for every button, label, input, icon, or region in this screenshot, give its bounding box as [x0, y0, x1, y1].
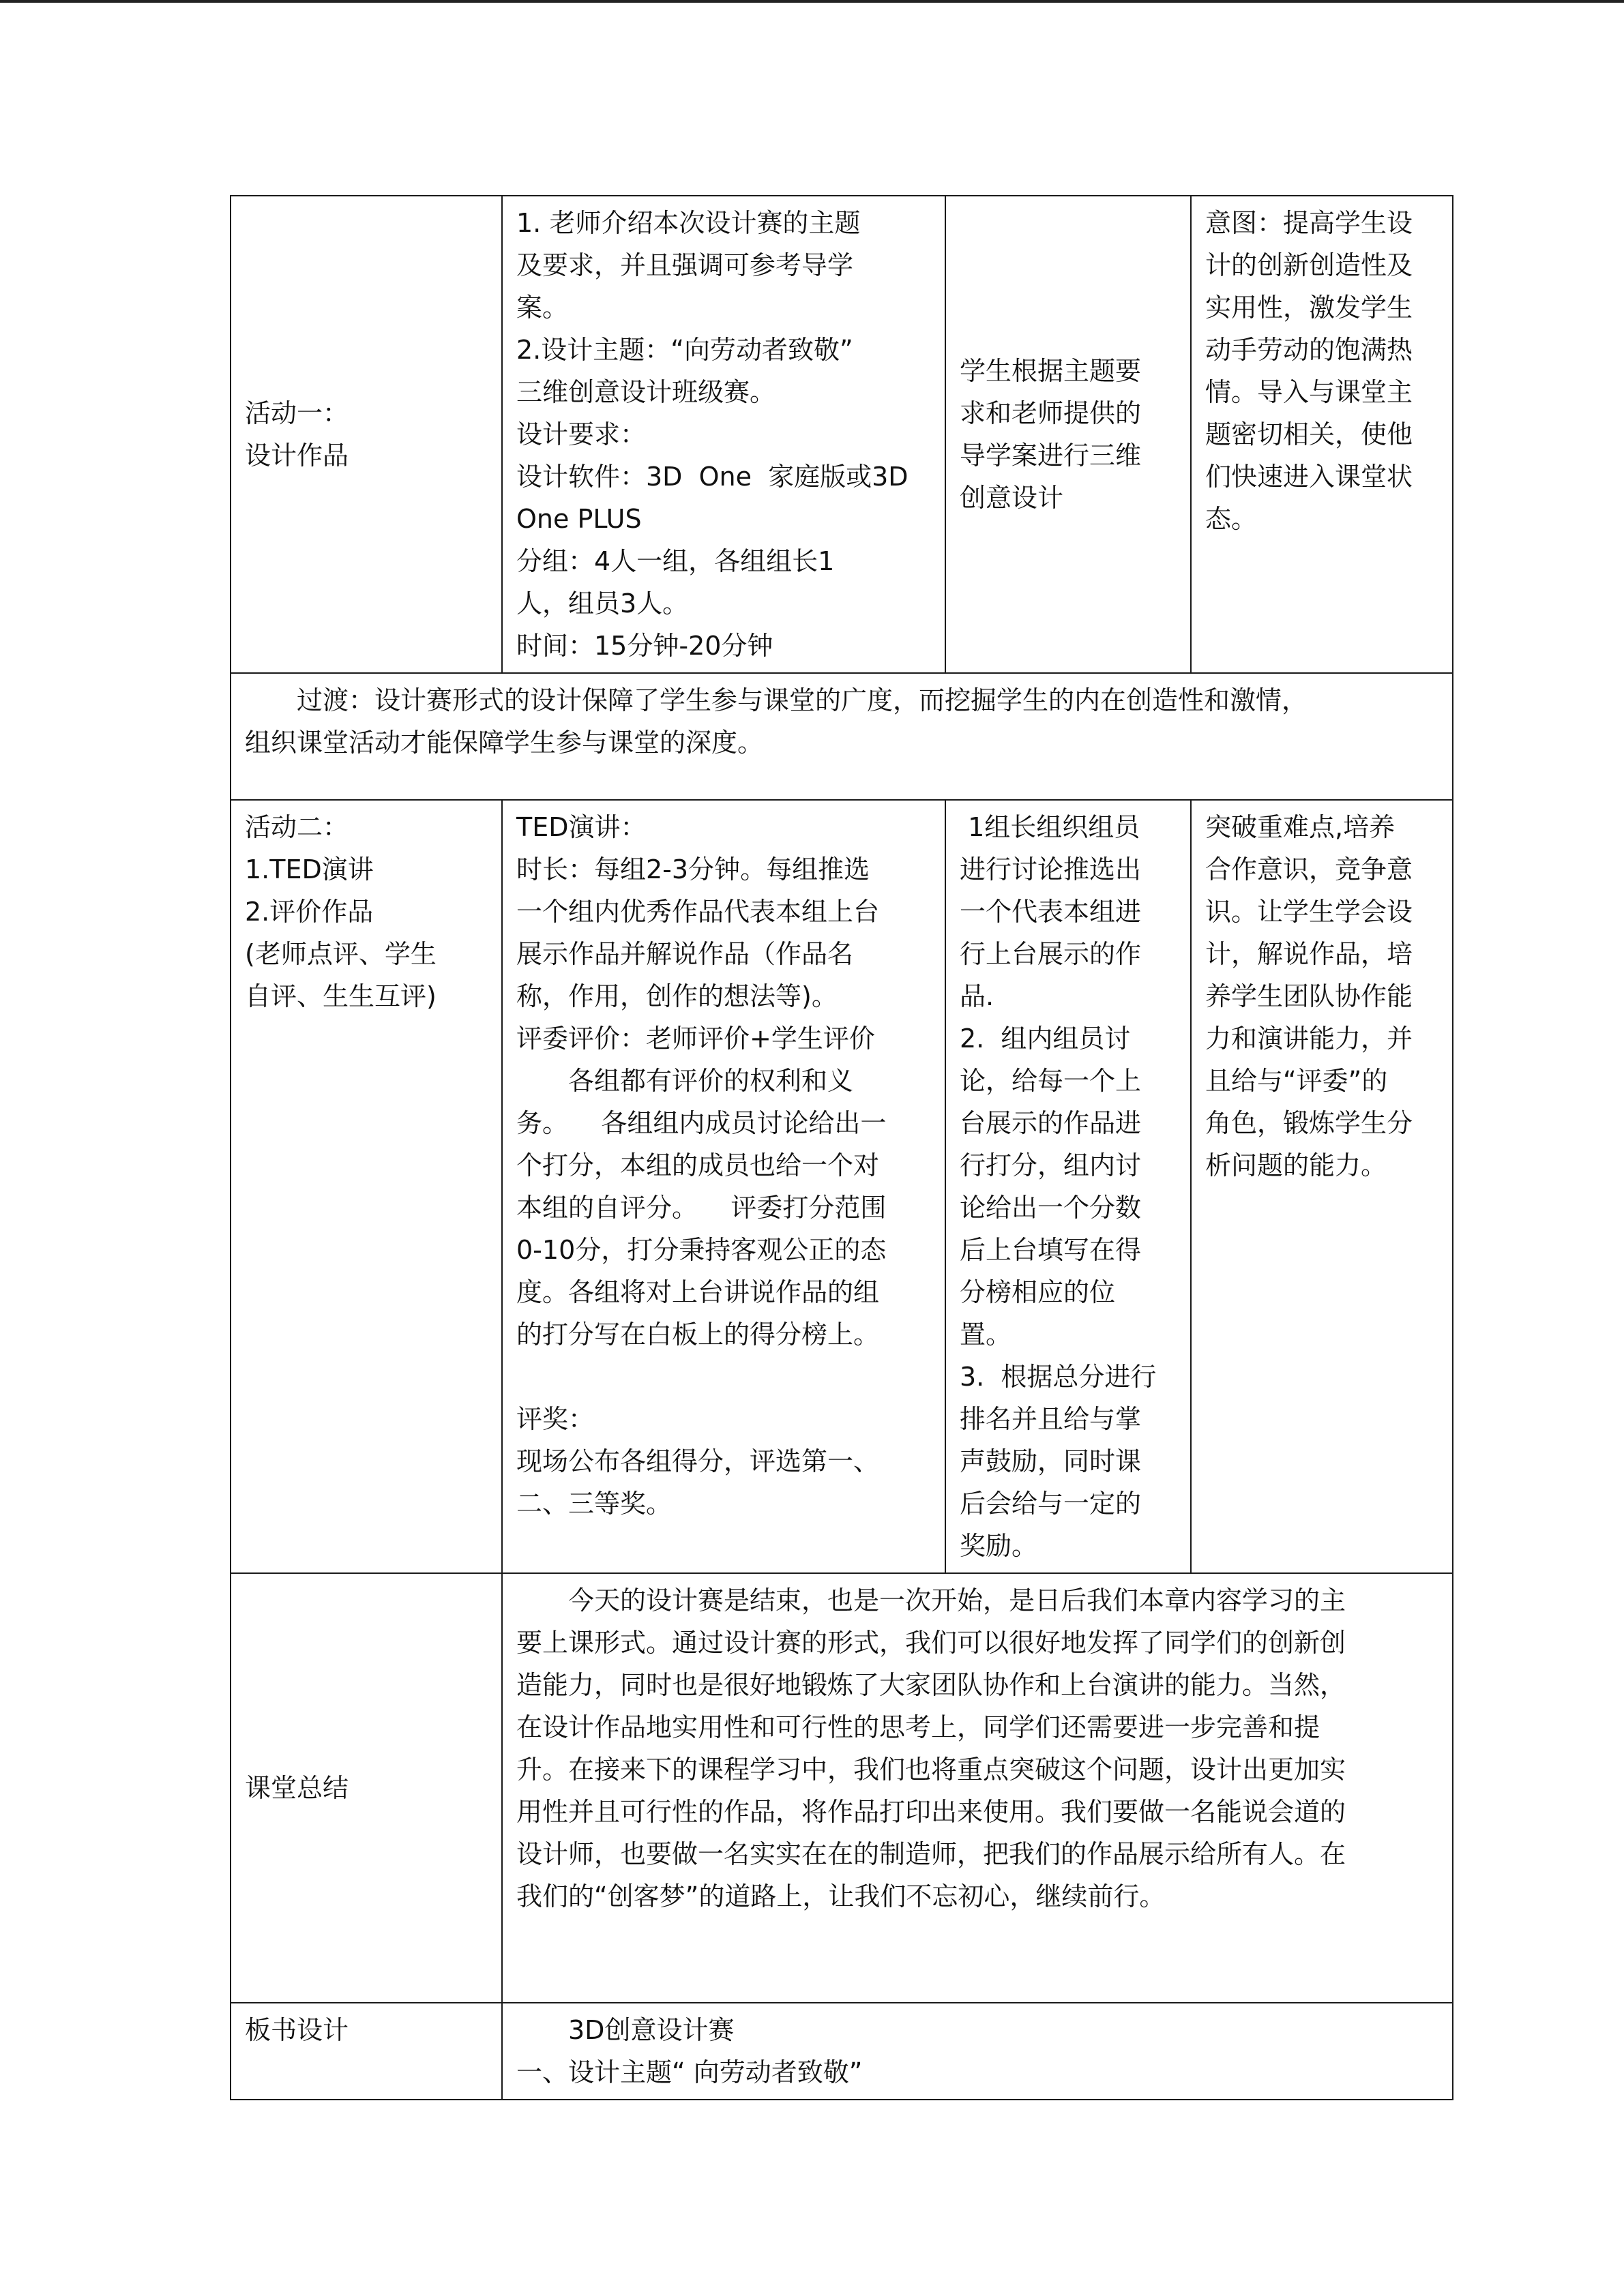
board-row [231, 2003, 1453, 2100]
activity2-intent-line: 计，解说作品，培 [1205, 939, 1413, 969]
activity2-student-cell [945, 800, 1191, 1573]
activity2-teacher-line: 评委评价：老师评价+学生评价 [516, 1024, 875, 1054]
activity2-teacher-cell [502, 800, 945, 1573]
activity1-student-line: 导学案进行三维 [960, 441, 1142, 471]
activity1-teacher-line: 三维创意设计班级赛。 [516, 377, 776, 407]
activity1-student-line: 创意设计 [960, 483, 1064, 513]
summary-line: 要上课形式。通过设计赛的形式，我们可以很好地发挥了同学们的创新创 [516, 1628, 1346, 1658]
activity2-teacher-line: 务。 各组组内成员讨论给出一 [516, 1108, 887, 1138]
summary-line: 用性并且可行性的作品，将作品打印出来使用。我们要做一名能说会道的 [516, 1797, 1346, 1827]
activity2-student-line: 论给出一个分数 [960, 1193, 1142, 1223]
activity1-teacher-line: 分组：4人一组，各组组长1 [516, 546, 835, 576]
activity2-name-cell [231, 800, 502, 1573]
activity1-teacher-line: 时间：15分钟-20分钟 [516, 631, 773, 661]
activity1-intent-line: 情。导入与课堂主 [1205, 377, 1413, 407]
activity2-intent-line: 析问题的能力。 [1205, 1150, 1387, 1180]
activity2-intent-line: 突破重难点,培养 [1205, 812, 1396, 842]
activity1-teacher-line: One PLUS [516, 504, 642, 534]
activity1-teacher-line: 2.设计主题：“向劳动者致敬” [516, 335, 853, 365]
activity2-student-line: 排名并且给与掌 [960, 1404, 1142, 1434]
summary-line: 在设计作品地实用性和可行性的思考上，同学们还需要进一步完善和提 [516, 1712, 1320, 1742]
activity2-student-line: 一个代表本组进 [960, 897, 1142, 927]
activity2-intent-line: 识。让学生学会设 [1205, 897, 1413, 927]
activity2-student-line: 后会给与一定的 [960, 1489, 1142, 1519]
activity2-name-line: (老师点评、学生 [245, 939, 437, 969]
activity2-teacher-line: 一个组内优秀作品代表本组上台 [516, 897, 880, 927]
board-content-cell [502, 2003, 1453, 2100]
transition-cell [231, 673, 1453, 800]
activity2-teacher-line: 本组的自评分。 评委打分范围 [516, 1193, 887, 1223]
activity2-intent-cell [1191, 800, 1453, 1573]
activity1-name-line: 活动一： [245, 398, 349, 428]
page-top-border [0, 0, 1624, 3]
transition-row [231, 673, 1453, 800]
activity1-student-line: 求和老师提供的 [960, 398, 1142, 428]
activity1-teacher-line: 及要求，并且强调可参考导学 [516, 250, 854, 280]
activity2-intent-line: 且给与“评委”的 [1205, 1066, 1388, 1096]
activity2-teacher-line: 0-10分，打分秉持客观公正的态 [516, 1235, 887, 1265]
summary-line: 设计师，也要做一名实实在在的制造师，把我们的作品展示给所有人。在 [516, 1839, 1346, 1869]
activity2-name-line: 自评、生生互评) [245, 981, 437, 1011]
activity1-teacher-line: 1. 老师介绍本次设计赛的主题 [516, 208, 861, 238]
activity1-intent-line: 意图：提高学生设 [1205, 208, 1413, 238]
summary-line: 今天的设计赛是结束，也是一次开始，是日后我们本章内容学习的主 [568, 1585, 1346, 1615]
activity2-student-line: 行上台展示的作 [960, 939, 1142, 969]
activity1-name-line: 设计作品 [245, 441, 349, 471]
activity2-student-line: 进行讨论推选出 [960, 854, 1142, 884]
activity2-teacher-line: 二、三等奖。 [516, 1489, 673, 1519]
activity1-intent-line: 实用性，激发学生 [1205, 293, 1413, 323]
activity2-student-line: 3. 根据总分进行 [960, 1362, 1157, 1392]
summary-label: 课堂总结 [245, 1773, 349, 1803]
board-label: 板书设计 [245, 2015, 349, 2045]
summary-line: 升。在接来下的课程学习中，我们也将重点突破这个问题，设计出更加实 [516, 1755, 1346, 1785]
activity2-student-line: 论，给每一个上 [960, 1066, 1142, 1096]
activity1-row [231, 196, 1453, 673]
activity1-student-line: 学生根据主题要 [960, 356, 1142, 386]
activity2-intent-line: 力和演讲能力，并 [1205, 1024, 1413, 1054]
activity2-teacher-line: 展示作品并解说作品（作品名 [516, 939, 854, 969]
lesson-plan-table [230, 195, 1453, 2100]
activity1-teacher-line: 设计软件：3D One 家庭版或3D [516, 462, 909, 492]
activity2-teacher-line [516, 1356, 934, 1398]
activity2-student-line: 分榜相应的位 [960, 1277, 1116, 1307]
activity2-row [231, 800, 1453, 1573]
activity2-name-line: 活动二： [245, 812, 349, 842]
activity2-intent-line: 合作意识，竞争意 [1205, 854, 1413, 884]
activity1-teacher-line: 设计要求： [516, 419, 647, 449]
activity1-teacher-line: 人，组员3人。 [516, 588, 689, 618]
activity2-teacher-line: 各组都有评价的权利和义 [568, 1066, 854, 1096]
activity2-student-line: 1组长组织组员 [960, 812, 1140, 842]
activity2-student-line: 台展示的作品进 [960, 1108, 1142, 1138]
activity2-student-line: 2. 组内组员讨 [960, 1024, 1131, 1054]
activity2-intent-line: 养学生团队协作能 [1205, 981, 1413, 1011]
board-line: 3D创意设计赛 [568, 2015, 735, 2045]
activity2-student-line: 品. [960, 981, 994, 1011]
summary-line: 造能力，同时也是很好地锻炼了大家团队协作和上台演讲的能力。当然， [516, 1670, 1346, 1700]
activity2-teacher-line: 度。各组将对上台讲说作品的组 [516, 1277, 880, 1307]
board-label-cell [231, 2003, 502, 2100]
activity1-intent-line: 题密切相关，使他 [1205, 419, 1413, 449]
activity2-teacher-line: 的打分写在白板上的得分榜上。 [516, 1320, 880, 1350]
summary-label-cell [231, 1573, 502, 2003]
activity2-teacher-line: 时长：每组2-3分钟。每组推选 [516, 854, 870, 884]
transition-line: 过渡：设计赛形式的设计保障了学生参与课堂的广度，而挖掘学生的内在创造性和激情， [297, 685, 1308, 715]
activity1-intent-line: 计的创新创造性及 [1205, 250, 1413, 280]
activity1-intent-line: 动手劳动的饱满热 [1205, 335, 1413, 365]
activity2-student-line: 置。 [960, 1320, 1012, 1350]
activity2-name-line: 1.TED演讲 [245, 854, 374, 884]
summary-content-cell [502, 1573, 1453, 2003]
activity1-intent-line: 态。 [1205, 504, 1258, 534]
activity2-student-line: 行打分，组内讨 [960, 1150, 1142, 1180]
activity2-teacher-line: 称，作用，创作的想法等)。 [516, 981, 838, 1011]
activity1-teacher-line: 案。 [516, 293, 569, 323]
activity2-student-line: 后上台填写在得 [960, 1235, 1142, 1265]
activity2-name-line: 2.评价作品 [245, 897, 374, 927]
activity2-teacher-line: 评奖： [516, 1404, 595, 1434]
activity2-teacher-line: 个打分，本组的成员也给一个对 [516, 1150, 880, 1180]
summary-line: 我们的“创客梦”的道路上，让我们不忘初心，继续前行。 [516, 1881, 1166, 1911]
activity2-intent-line: 角色，锻炼学生分 [1205, 1108, 1413, 1138]
activity1-name-cell [231, 196, 502, 673]
activity2-teacher-line: TED演讲： [516, 812, 647, 842]
transition-line: 组织课堂活动才能保障学生参与课堂的深度。 [245, 728, 764, 758]
board-line: 一、设计主题“ 向劳动者致敬” [516, 2057, 863, 2087]
activity1-student-cell [945, 196, 1191, 673]
activity1-intent-line: 们快速进入课堂状 [1205, 462, 1413, 492]
summary-row [231, 1573, 1453, 2003]
activity2-student-line: 奖励。 [960, 1531, 1038, 1561]
activity1-teacher-cell [502, 196, 945, 673]
activity2-teacher-line: 现场公布各组得分，评选第一、 [516, 1446, 880, 1476]
activity1-intent-cell [1191, 196, 1453, 673]
activity2-student-line: 声鼓励，同时课 [960, 1446, 1142, 1476]
